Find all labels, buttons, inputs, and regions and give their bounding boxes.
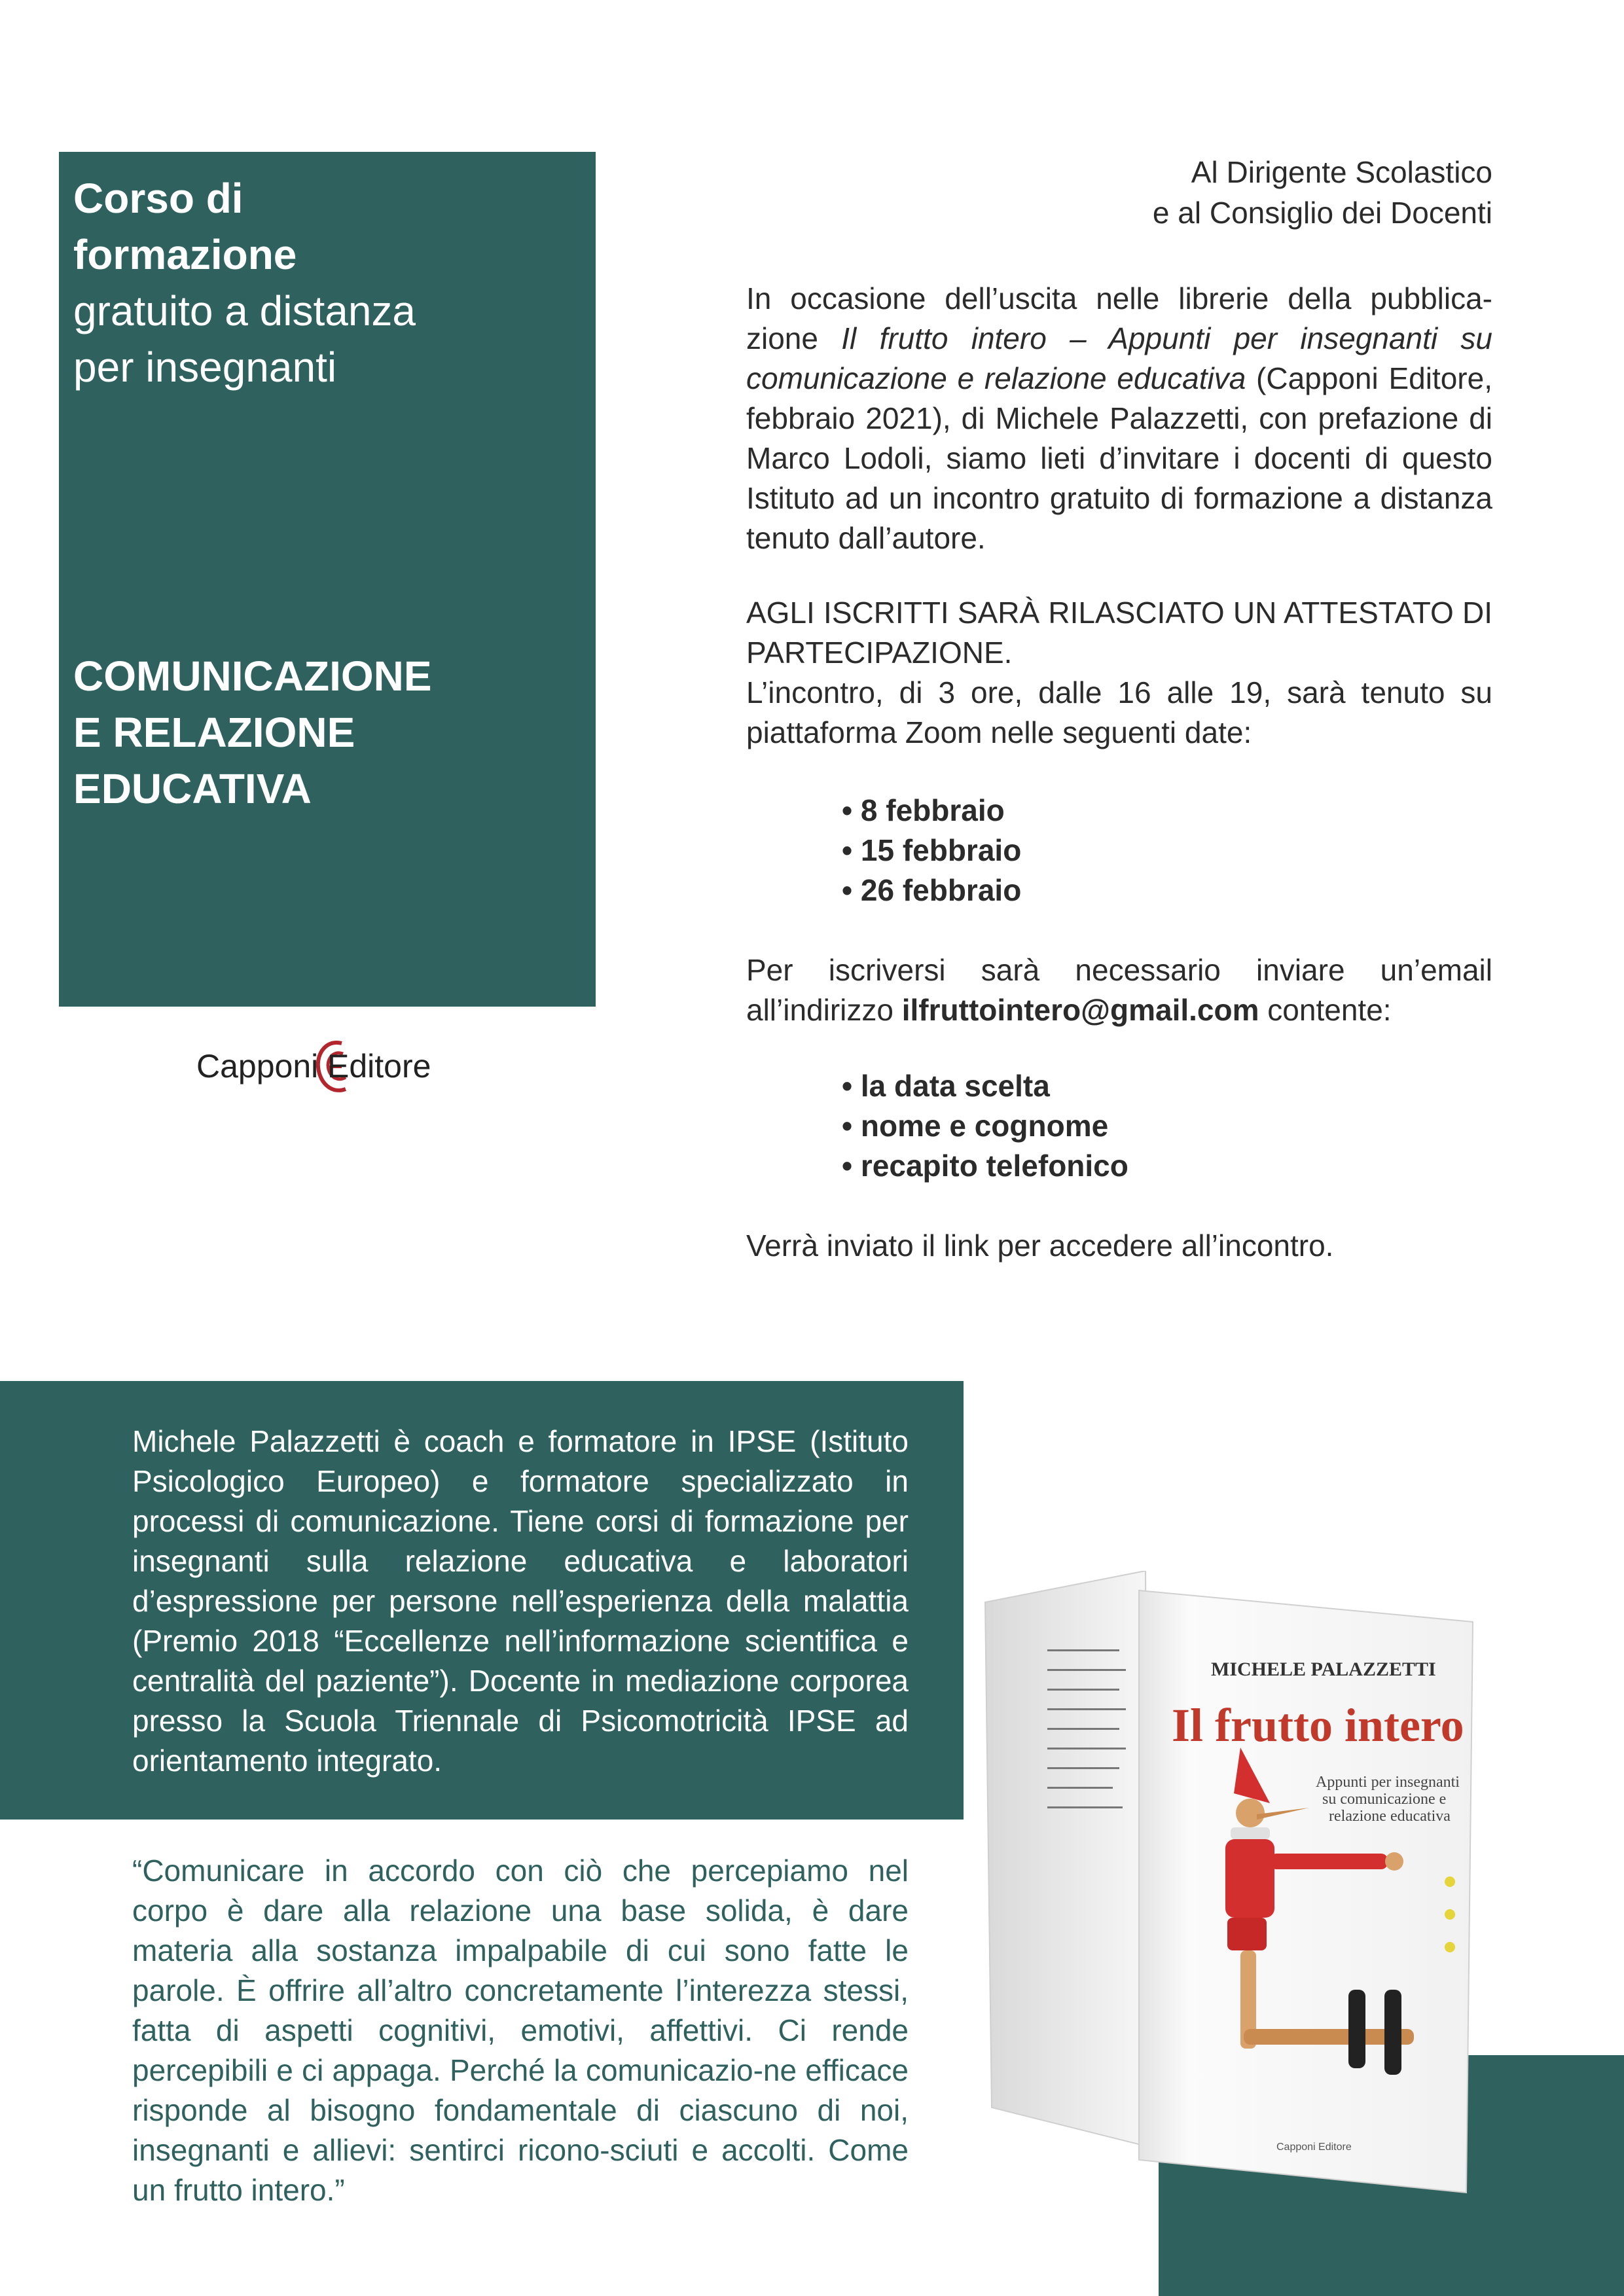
required-item: • la data scelta	[842, 1069, 1050, 1103]
course-title-line-1: Corso di	[73, 175, 244, 222]
publisher-logo-left: Capponi	[196, 1048, 319, 1085]
author-quote: “Comunicare in accordo con ciò che percepiamo nel corpo è dare alla relazione una base solida, è dare materia alla sostanza impalpabile di cui sono fatte le parole. È offrire all’altro concretamente l’interezza stessi, fatta di aspetti cognitivi, emotivi, affettivi. Ci rende percepibili e ci appaga. Perché la comunicazio-ne efficace risponde al bisogno fondamentale di ciascuno di noi, insegnanti e allievi: sentirci ricono-sciuti e accolti. Come un frutto intero.”	[132, 1854, 909, 2207]
signup-text-2: contente:	[1259, 993, 1392, 1027]
cover-dot-1	[1445, 1876, 1455, 1887]
recipient	[720, 152, 1492, 233]
intro-text-1: In occasione dell’uscita nelle librerie della pubblica-zione	[746, 281, 1492, 355]
date-item: • 8 febbraio	[842, 793, 1005, 827]
book-title: Il frutto intero	[1172, 1699, 1464, 1751]
attestato-notice: AGLI ISCRITTI SARÀ RILASCIATO UN ATTESTATO DI PARTECIPAZIONE.	[746, 596, 1492, 670]
topic-line-3: EDUCATIVA	[73, 765, 312, 812]
book-author: MICHELE PALAZZETTI	[1211, 1659, 1436, 1680]
signup-email[interactable]: ilfruttointero@gmail.com	[901, 993, 1259, 1027]
topic-line-2: E RELAZIONE	[73, 709, 355, 756]
book-front-cover	[1139, 1590, 1473, 2193]
recipient-line-2: e al Consiglio dei Docenti	[1152, 196, 1492, 230]
closing-line: Verrà inviato il link per accedere all’incontro.	[746, 1229, 1334, 1263]
intro-text-2: (Capponi Editore, febbraio 2021), di Michele Palazzetti, con prefazione di Marco Lodoli, siamo lieti d’invitare i docenti di questo Istituto ad un incontro gratuito di formazione a distanza tenuto dall’autore.	[746, 361, 1492, 555]
required-list	[842, 1066, 1128, 1186]
book-subtitle-1: Appunti per insegnanti	[1316, 1774, 1460, 1791]
course-topic	[73, 648, 551, 817]
date-item: • 26 febbraio	[842, 873, 1022, 907]
recipient-line-1: Al Dirigente Scolastico	[1191, 155, 1492, 189]
meeting-details: L’incontro, di 3 ore, dalle 16 alle 19, sarà tenuto su piattaforma Zoom nelle seguenti date:	[746, 675, 1492, 749]
info-label: Per info:	[89, 1117, 205, 1149]
cover-dot-3	[1445, 1942, 1455, 1952]
required-item: • recapito telefonico	[842, 1149, 1128, 1183]
book-cover-image	[982, 1571, 1479, 2199]
course-title	[73, 170, 525, 395]
cover-dot-2	[1445, 1909, 1455, 1920]
info-line	[89, 1117, 546, 1149]
book-back-page	[985, 1571, 1149, 2147]
info-email[interactable]: ilfruttointero@gmail.com	[204, 1117, 547, 1149]
attestato-paragraph	[746, 593, 1492, 753]
publisher-logo	[196, 1035, 471, 1098]
dates-list	[842, 791, 1021, 910]
signup-paragraph	[746, 950, 1492, 1030]
signup-text-1: Per iscriversi sarà necessario inviare un’email all’indirizzo	[746, 953, 1492, 1027]
topic-line-1: COMUNICAZIONE	[73, 653, 432, 700]
course-subtitle-line-2: per insegnanti	[73, 344, 337, 391]
date-item: • 15 febbraio	[842, 833, 1022, 867]
intro-paragraph	[746, 279, 1492, 558]
course-subtitle-line-1: gratuito a distanza	[73, 287, 416, 334]
author-bio: Michele Palazzetti è coach e formatore in IPSE (Istituto Psicologico Europeo) e formatore specializzato in processi di comunicazione. Tiene corsi di formazione per insegnanti sulla relazione educativa e laboratori d’espressione per persone nell’esperienza della malattia (Premio 2018 “Eccellenze nell’informazione scientifica e centralità del paziente”). Docente in mediazione corporea presso la Scuola Triennale di Psicomotricità IPSE ad orientamento integrato.	[132, 1424, 909, 1778]
publisher-logo-right: Editore	[327, 1048, 431, 1085]
course-title-line-2: formazione	[73, 231, 297, 278]
book-subtitle-2: su comunicazione e	[1322, 1791, 1447, 1808]
book-subtitle-3: relazione educativa	[1329, 1808, 1451, 1825]
book-title-italic: Il frutto intero – Appunti per insegnanti su comunicazione e relazione educativa	[746, 321, 1493, 395]
book-publisher: Capponi Editore	[1276, 2142, 1352, 2153]
required-item: • nome e cognome	[842, 1109, 1109, 1143]
